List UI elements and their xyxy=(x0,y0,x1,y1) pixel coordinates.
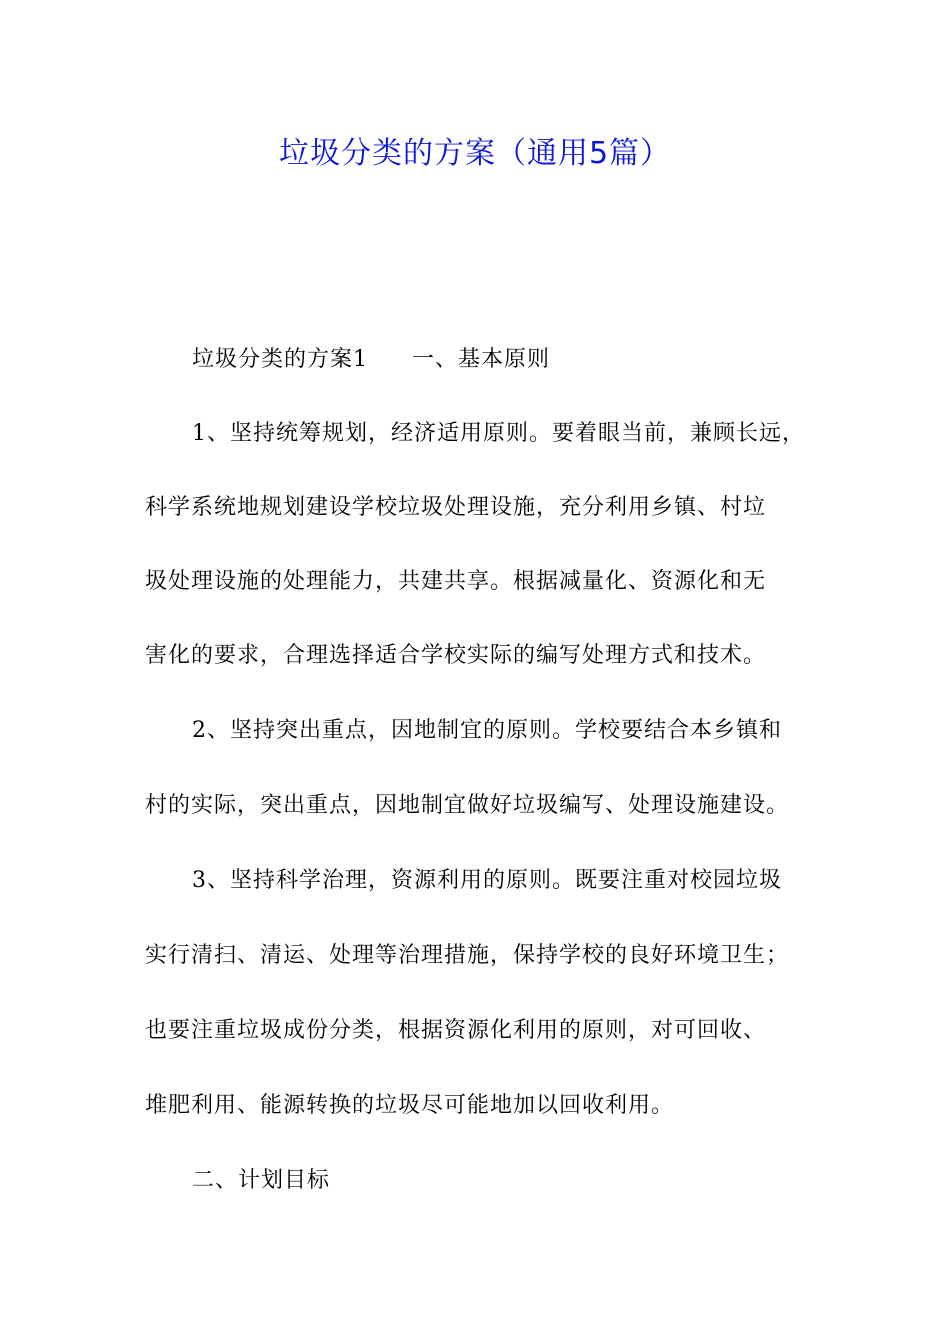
heading-basic-principles: 一、基本原则 xyxy=(412,347,551,372)
paragraph-line: 2、坚持突出重点，因地制宜的原则。学校要结合本乡镇和 xyxy=(192,718,782,743)
paragraph-line: 实行清扫、清运、处理等治理措施，保持学校的良好环境卫生； xyxy=(145,943,790,968)
paragraph-line: 科学系统地规划建设学校垃圾处理设施，充分利用乡镇、村垃 xyxy=(145,495,767,520)
paragraph-line: 堆肥利用、能源转换的垃圾尽可能地加以回收利用。 xyxy=(145,1093,675,1118)
paragraph-line: 害化的要求，合理选择适合学校实际的编写处理方式和技术。 xyxy=(145,643,767,668)
paragraph-line: 圾处理设施的处理能力，共建共享。根据减量化、资源化和无 xyxy=(145,569,767,594)
paragraph-line: 1、坚持统筹规划，经济适用原则。要着眼当前，兼顾长远， xyxy=(192,421,805,446)
heading-plan-goals: 二、计划目标 xyxy=(192,1168,331,1193)
section-title: 垃圾分类的方案1 xyxy=(192,347,368,372)
paragraph-line: 也要注重垃圾成份分类，根据资源化利用的原则，对可回收、 xyxy=(145,1018,767,1043)
section-heading-line xyxy=(192,345,550,375)
paragraph-line: 3、坚持科学治理，资源利用的原则。既要注重对校园垃圾 xyxy=(192,868,782,893)
document-title: 垃圾分类的方案（通用5篇） xyxy=(278,136,672,171)
paragraph-line: 村的实际，突出重点，因地制宜做好垃圾编写、处理设施建设。 xyxy=(145,793,790,818)
